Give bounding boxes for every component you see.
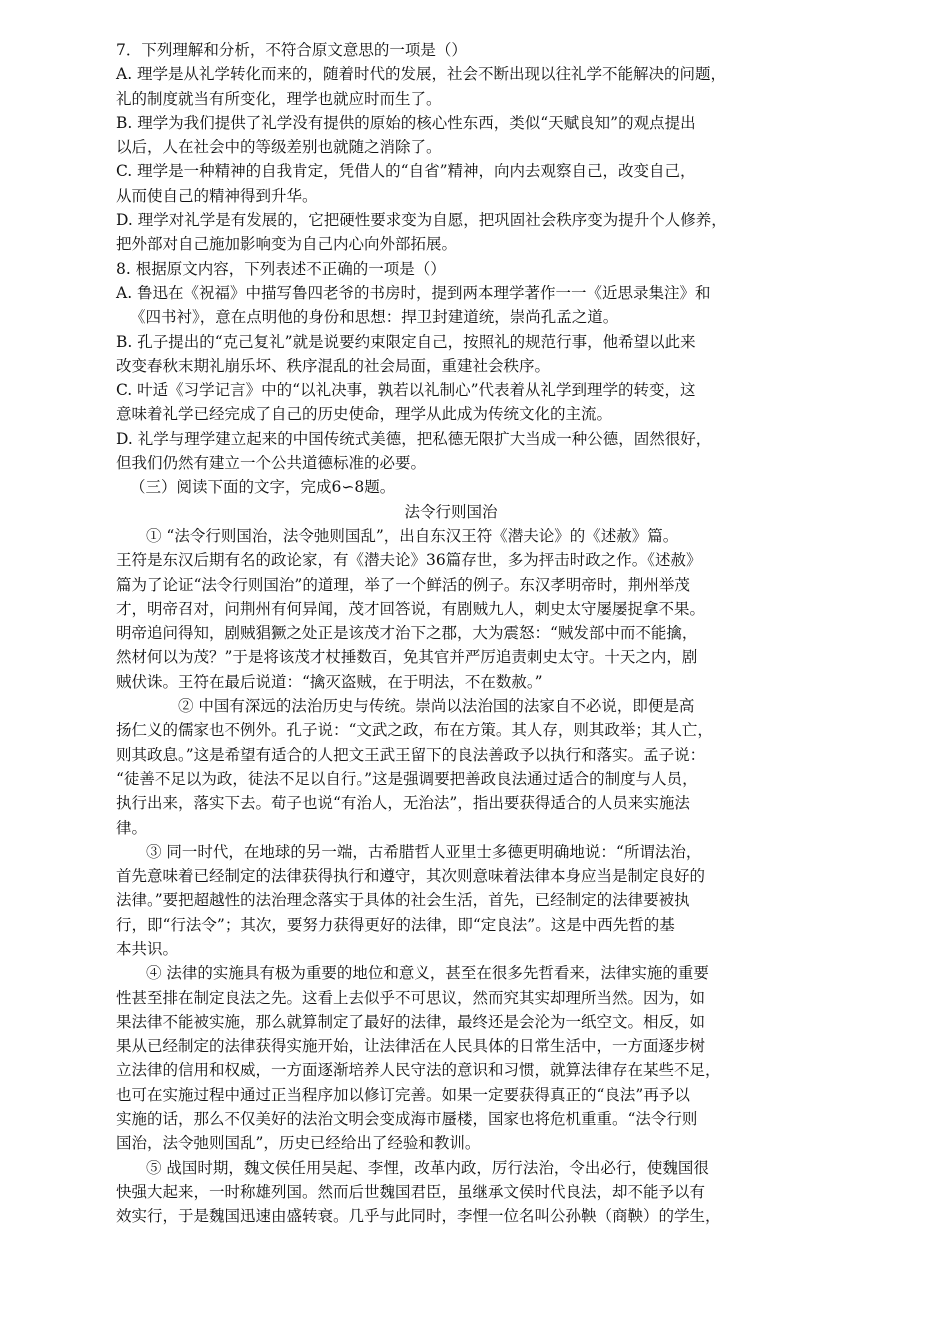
paragraph-line: 效实行，于是魏国迅速由盛转衰。几乎与此同时，李悝一位名叫公孙鞅（商鞅）的学生， [116, 1207, 721, 1226]
question-8 [116, 257, 786, 476]
q8-option-b-line-1: B. 孔子提出的“克己复礼”就是说要约束限定自己，按照礼的规范行事，他希望以此来 [116, 332, 696, 351]
paragraph-line: 行，即“行法令”；其次，要努力获得更好的法律，即“定良法”。这是中西先哲的基 [116, 915, 675, 934]
paragraph-line: 篇为了论证“法令行则国治”的道理，举了一个鲜活的例子。东汉孝明帝时，荆州举茂 [116, 575, 690, 594]
paragraph-line: ⑤ 战国时期，魏文侯任用吴起、李悝，改革内政，厉行法治，令出必行，使魏国很 [146, 1158, 709, 1177]
q7-option-a-line-1: A. 理学是从礼学转化而来的，随着时代的发展，社会不断出现以往礼学不能解决的问题， [116, 65, 727, 84]
paragraph-line: ③ 同一时代，在地球的另一端，古希腊哲人亚里士多德更明确地说：“所谓法治， [146, 842, 702, 861]
q8-option-d-line-2: 但我们仍然有建立一个公共道德标准的必要。 [116, 454, 427, 473]
paragraph-line: 然材何以为茂？”于是将该茂才杖捶数百，免其官并严厉追责刺史太守。十天之内，剧 [116, 648, 698, 667]
q7-option-a-line-2: 礼的制度就当有所变化，理学也就应时而生了。 [116, 89, 442, 108]
paragraph-line: 扬仁义的儒家也不例外。孔子说：“文武之政，布在方策。其人存，则其政举；其人亡， [116, 721, 713, 740]
paragraph-5 [116, 1156, 786, 1229]
paragraph-line: ② 中国有深远的法治历史与传统。崇尚以法治国的法家自不必说，即便是高 [178, 697, 695, 716]
paragraph-4 [116, 961, 786, 1155]
paragraph-line: 执行出来，落实下去。荀子也说“有治人，无治法”，指出要获得适合的人员来实施法 [116, 794, 690, 813]
paragraph-line: 果从已经制定的法律获得实施开始，让法律活在人民具体的日常生活中，一方面逐步树 [116, 1037, 706, 1056]
q8-option-a-line-1: A. 鲁迅在《祝福》中描写鲁四老爷的书房时，提到两本理学著作一一《近思录集注》和 [116, 283, 711, 302]
question-7 [116, 38, 786, 257]
q8-option-b-line-2: 改变春秋末期礼崩乐坏、秩序混乱的社会局面，重建社会秩序。 [116, 356, 551, 375]
paragraph-line: 国治，法令弛则国乱”，历史已经给出了经验和教训。 [116, 1134, 481, 1153]
paragraph-line: 才，明帝召对，问荆州有何异闻，茂才回答说，有剧贼九人，刺史太守屡屡捉拿不果。 [116, 599, 706, 618]
q8-option-d-line-1: D. 礼学与理学建立起来的中国传统式美德，把私德无限扩大当成一种公德，固然很好， [116, 429, 712, 448]
article-title: 法令行则国治 [404, 502, 498, 521]
paragraph-line: 首先意味着已经制定的法律获得执行和遵守，其次则意味着法律本身应当是制定良好的 [116, 867, 706, 886]
paragraph-line: 王符是东汉后期有名的政论家，有《潜夫论》36篇存世，多为抨击时政之作。《述赦》 [116, 551, 702, 570]
paragraph-line: ④ 法律的实施具有极为重要的地位和意义，甚至在很多先哲看来，法律实施的重要 [146, 964, 709, 983]
paragraph-1 [116, 524, 786, 694]
q8-option-c-line-1: C. 叶适《习学记言》中的“以礼决事，孰若以礼制心”代表着从礼学到理学的转变，这 [116, 381, 696, 400]
paragraph-line: 实施的话，那么不仅美好的法治文明会变成海市蜃楼，国家也将危机重重。“法令行则 [116, 1110, 698, 1129]
q7-option-b-line-2: 以后，人在社会中的等级差别也就随之消除了。 [116, 138, 442, 157]
paragraph-line: “徒善不足以为政，徒法不足以自行。”这是强调要把善政良法通过适合的制度与人员， [116, 769, 698, 788]
paragraph-line: 也可在实施过程中通过正当程序加以修订完善。如果一定要获得真正的“良法”再予以 [116, 1085, 690, 1104]
paragraph-line: 则其政息。”这是希望有适合的人把文王武王留下的良法善政予以执行和落实。孟子说： [116, 745, 706, 764]
q7-option-d-line-1: D. 理学对礼学是有发展的，它把硬性要求变为自愿，把巩固社会秩序变为提升个人修养， [116, 211, 727, 230]
paragraph-line: 快强大起来，一时称雄列国。然而后世魏国君臣，虽继承文侯时代良法，却不能予以有 [116, 1182, 706, 1201]
paragraph-line: 本共识。 [116, 939, 179, 958]
q7-option-b-line-1: B. 理学为我们提供了礼学没有提供的原始的核心性东西，类似“天赋良知”的观点提出 [116, 113, 696, 132]
paragraph-line: 性甚至排在制定良法之先。这看上去似乎不可思议，然而究其实却理所当然。因为，如 [116, 988, 706, 1007]
q7-option-c-line-2: 从而使自己的精神得到升华。 [116, 186, 318, 205]
q7-option-d-line-2: 把外部对自己施加影响变为自己内心向外部拓展。 [116, 235, 458, 254]
paragraph-line: 果法律不能被实施，那么就算制定了最好的法律，最终还是会沦为一纸空文。相反，如 [116, 1012, 706, 1031]
paragraph-line: ① “法令行则国治，法令弛则国乱”，出自东汉王符《潜夫论》的《述赦》篇。 [146, 526, 679, 545]
paragraph-line: 律。 [116, 818, 148, 837]
paragraph-3 [116, 840, 786, 961]
q8-option-c-line-2: 意味着礼学已经完成了自己的历史使命，理学从此成为传统文化的主流。 [116, 405, 613, 424]
paragraph-line: 明帝追问得知，剧贼猖獗之处正是该茂才治下之郡，大为震怒：“贼发部中而不能擒， [116, 624, 698, 643]
q8-option-a-line-2: 《四书衬》，意在点明他的身份和思想：捍卫封建道统，崇尚孔孟之道。 [130, 308, 619, 327]
question-8-stem: 8. 根据原文内容，下列表述不正确的一项是（） [116, 259, 446, 278]
paragraph-line: 贼伏诛。王符在最后说道：“擒灭盗贼，在于明法，不在数赦。” [116, 672, 543, 691]
section-3-intro: （三）阅读下面的文字，完成6∽8题。 [130, 478, 396, 497]
question-7-stem: 7．下列理解和分析，不符合原文意思的一项是（） [116, 41, 467, 59]
paragraph-2 [116, 694, 786, 840]
q7-option-c-line-1: C. 理学是一种精神的自我肯定，凭借人的“自省”精神，向内去观察自己，改变自己， [116, 162, 696, 181]
paragraph-line: 法律。”要把超越性的法治理念落实于具体的社会生活，首先，已经制定的法律要被执 [116, 891, 690, 910]
paragraph-line: 立法律的信用和权威，一方面逐渐培养人民守法的意识和习惯，就算法律存在某些不足， [116, 1061, 721, 1080]
